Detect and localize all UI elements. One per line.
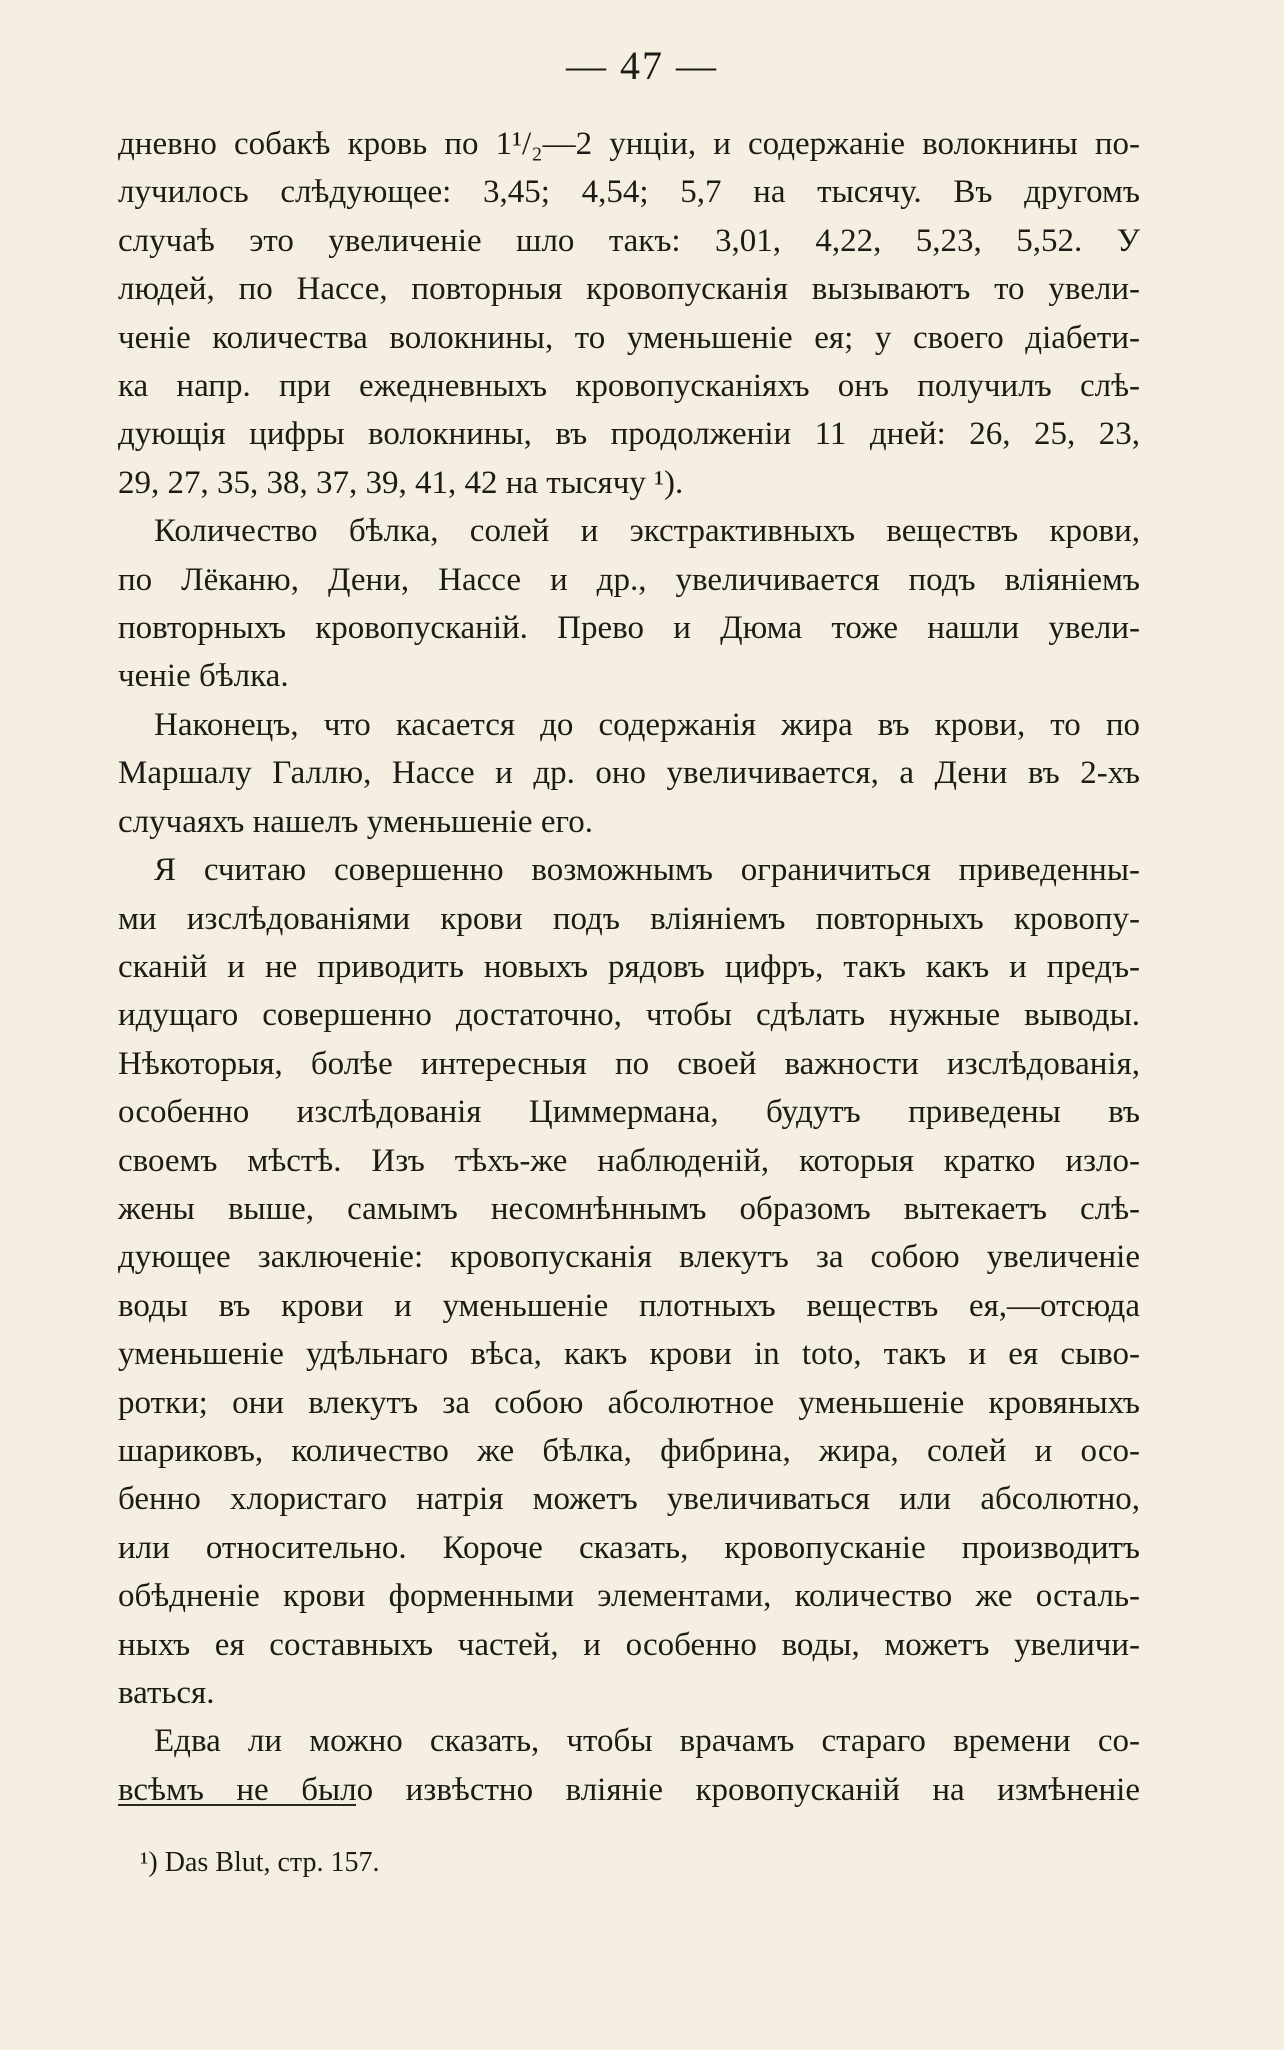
text-line: бенно хлористаго натрія можетъ увеличиваться или абсолютно, <box>118 1481 1140 1518</box>
footnote: ¹) Das Blut, стр. 157. <box>140 1847 380 1878</box>
text-line: повторныхъ кровопусканій. Прево и Дюма тоже нашли увели- <box>118 610 1140 647</box>
text-line: Нѣкоторыя, болѣе интересныя по своей важности изслѣдованія, <box>118 1045 1140 1082</box>
text-line: Количество бѣлка, солей и экстрактивныхъ веществъ крови, <box>154 513 1140 550</box>
text-line: своемъ мѣстѣ. Изъ тѣхъ-же наблюденій, которыя кратко изло- <box>118 1142 1140 1179</box>
text-line: особенно изслѣдованія Циммермана, будутъ приведены въ <box>118 1094 1140 1131</box>
text-line: всѣмъ не было извѣстно вліяніе кровопусканій на измѣненіе <box>118 1771 1140 1808</box>
text-line: дующія цифры волокнины, въ продолженіи 11 дней: 26, 25, 23, <box>118 416 1140 453</box>
text-line: Я считаю совершенно возможнымъ ограничиться приведенны- <box>154 852 1140 889</box>
text-line: по Лёканю, Дени, Нассе и др., увеличивается подъ вліяніемъ <box>118 561 1140 598</box>
text-line: Наконецъ, что касается до содержанія жира въ крови, то по <box>154 706 1140 743</box>
text-line: случаяхъ нашелъ уменьшеніе его. <box>118 803 593 840</box>
text-line: идущаго совершенно достаточно, чтобы сдѣлать нужные выводы. <box>118 997 1140 1034</box>
body-text <box>118 120 1140 1814</box>
text-line: Едва ли можно сказать, чтобы врачамъ стараго времени со- <box>154 1723 1140 1760</box>
text-line: людей, по Нассе, повторныя кровопусканія вызываютъ то увели- <box>118 271 1140 308</box>
text-line: ми изслѣдованіями крови подъ вліяніемъ повторныхъ кровопу- <box>118 900 1140 937</box>
text-line: дующее заключеніе: кровопусканія влекутъ за собою увеличеніе <box>118 1239 1140 1276</box>
text-line: случаѣ это увеличеніе шло такъ: 3,01, 4,22, 5,23, 5,52. У <box>118 222 1140 259</box>
text-line: ка напр. при ежедневныхъ кровопусканіяхъ онъ получилъ слѣ- <box>118 368 1140 405</box>
text-line: жены выше, самымъ несомнѣннымъ образомъ вытекаетъ слѣ- <box>118 1190 1140 1227</box>
text-line: 29, 27, 35, 38, 37, 39, 41, 42 на тысячу ¹). <box>118 464 684 501</box>
text-line: ченіе количества волокнины, то уменьшеніе ея; у своего діабети- <box>118 319 1140 356</box>
text-line: обѣдненіе крови форменными элементами, количество же осталь- <box>118 1578 1140 1615</box>
text-line: ченіе бѣлка. <box>118 658 289 695</box>
footnote-divider <box>118 1804 356 1806</box>
text-line: ротки; они влекутъ за собою абсолютное уменьшеніе кровяныхъ <box>118 1384 1140 1421</box>
text-line: лучилось слѣдующее: 3,45; 4,54; 5,7 на тысячу. Въ другомъ <box>118 174 1140 211</box>
text-line: или относительно. Короче сказать, кровопусканіе производитъ <box>118 1529 1140 1566</box>
text-line: сканій и не приводить новыхъ рядовъ цифръ, такъ какъ и предъ- <box>118 948 1140 985</box>
text-line: ваться. <box>118 1675 215 1711</box>
page-number: — 47 — <box>566 43 718 88</box>
text-line: воды въ крови и уменьшеніе плотныхъ веществъ ея,—отсюда <box>118 1287 1140 1324</box>
text-line: шариковъ, количество же бѣлка, фибрина, жира, солей и осо- <box>118 1432 1140 1469</box>
text-line: ныхъ ея составныхъ частей, и особенно воды, можетъ увеличи- <box>118 1626 1140 1663</box>
text-line: уменьшеніе удѣльнаго вѣса, какъ крови in toto, такъ и ея сыво- <box>118 1336 1140 1373</box>
text-line: Маршалу Галлю, Нассе и др. оно увеличивается, а Дени въ 2-хъ <box>118 755 1140 792</box>
text-line: дневно собакѣ кровь по 1¹/₂—2 унціи, и содержаніе волокнины по- <box>118 126 1140 162</box>
